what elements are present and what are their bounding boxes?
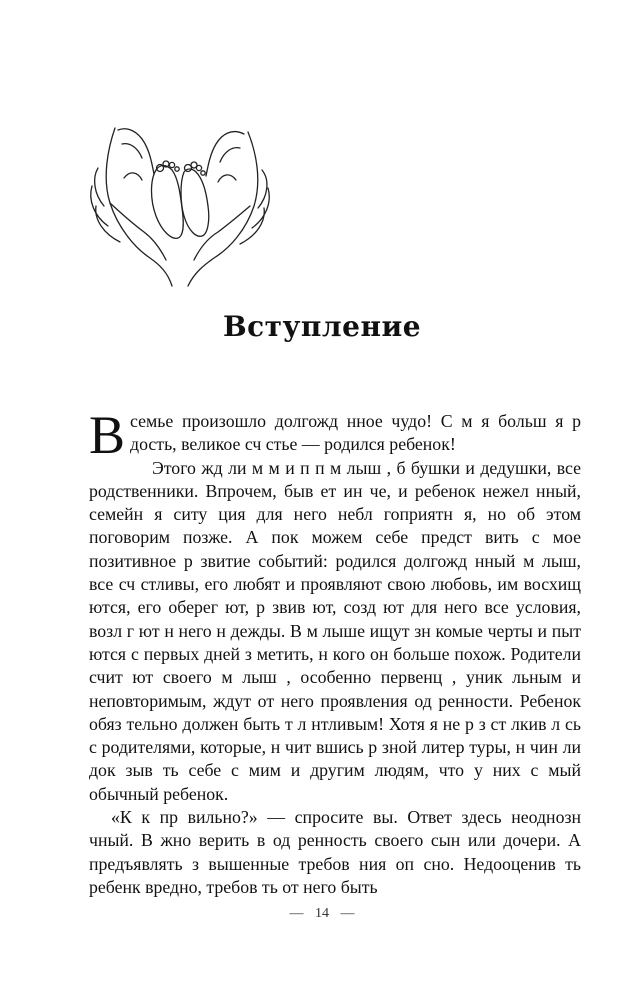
hands-holding-baby-feet-icon bbox=[80, 108, 280, 288]
page-number: 14 bbox=[315, 906, 329, 921]
body-text bbox=[89, 405, 581, 899]
footer-dash-left: — bbox=[289, 906, 304, 921]
paragraph-3: «К к пр вильно?» — спросите вы. Ответ здесь неоднозн чный. В жно верить в од ренность своего сын или дочери. А предъявлять з вышенные требов ния оп сно. Недооценив ть ребенк вредно, требов ть от него быть bbox=[89, 807, 581, 897]
chapter-title: Вступление bbox=[222, 310, 422, 343]
paragraph-2: Этого жд ли м м и п п м лыш , б бушки и дедушки, все родственники. Впрочем, быв ет ин че, и ребенок нежел нный, семейн я ситу ция для него небл гоприятн я, но об этом поговорим позже. А пок можем себе предст вить с мое позитивное р звитие событий: родился долгожд нный м лыш, все сч стливы, его любят и проявляют свою любовь, им восхищ ются, его оберег ют, р звив ют, созд ют для него все условия, возл г ют н него н дежды. В м лыше ищут зн комые черты и пыт ются с первых дней з метить, н кого он больше похож. Родители счит ют своего м лыш , особенно первенц , уник льным и неповторимым, ждут от него проявления од ренности. Ребенок обяз тельно должен быть т л нтливым! Хотя я не р з ст лкив л сь с родителями, которые, н чит вшись р зной литер туры, н чин ли док зыв ть себе с мим и другим людям, что у них с мый обычный ребенок. bbox=[89, 457, 581, 804]
paragraph-1-text: семье произошло долгожд нное чудо! С м я больш я р дость, великое сч стье — родился ребенок! bbox=[130, 411, 581, 455]
footer-dash-right: — bbox=[340, 906, 355, 921]
page-footer bbox=[0, 906, 644, 922]
paragraph-1 bbox=[89, 405, 581, 465]
drop-cap: В bbox=[89, 405, 126, 465]
